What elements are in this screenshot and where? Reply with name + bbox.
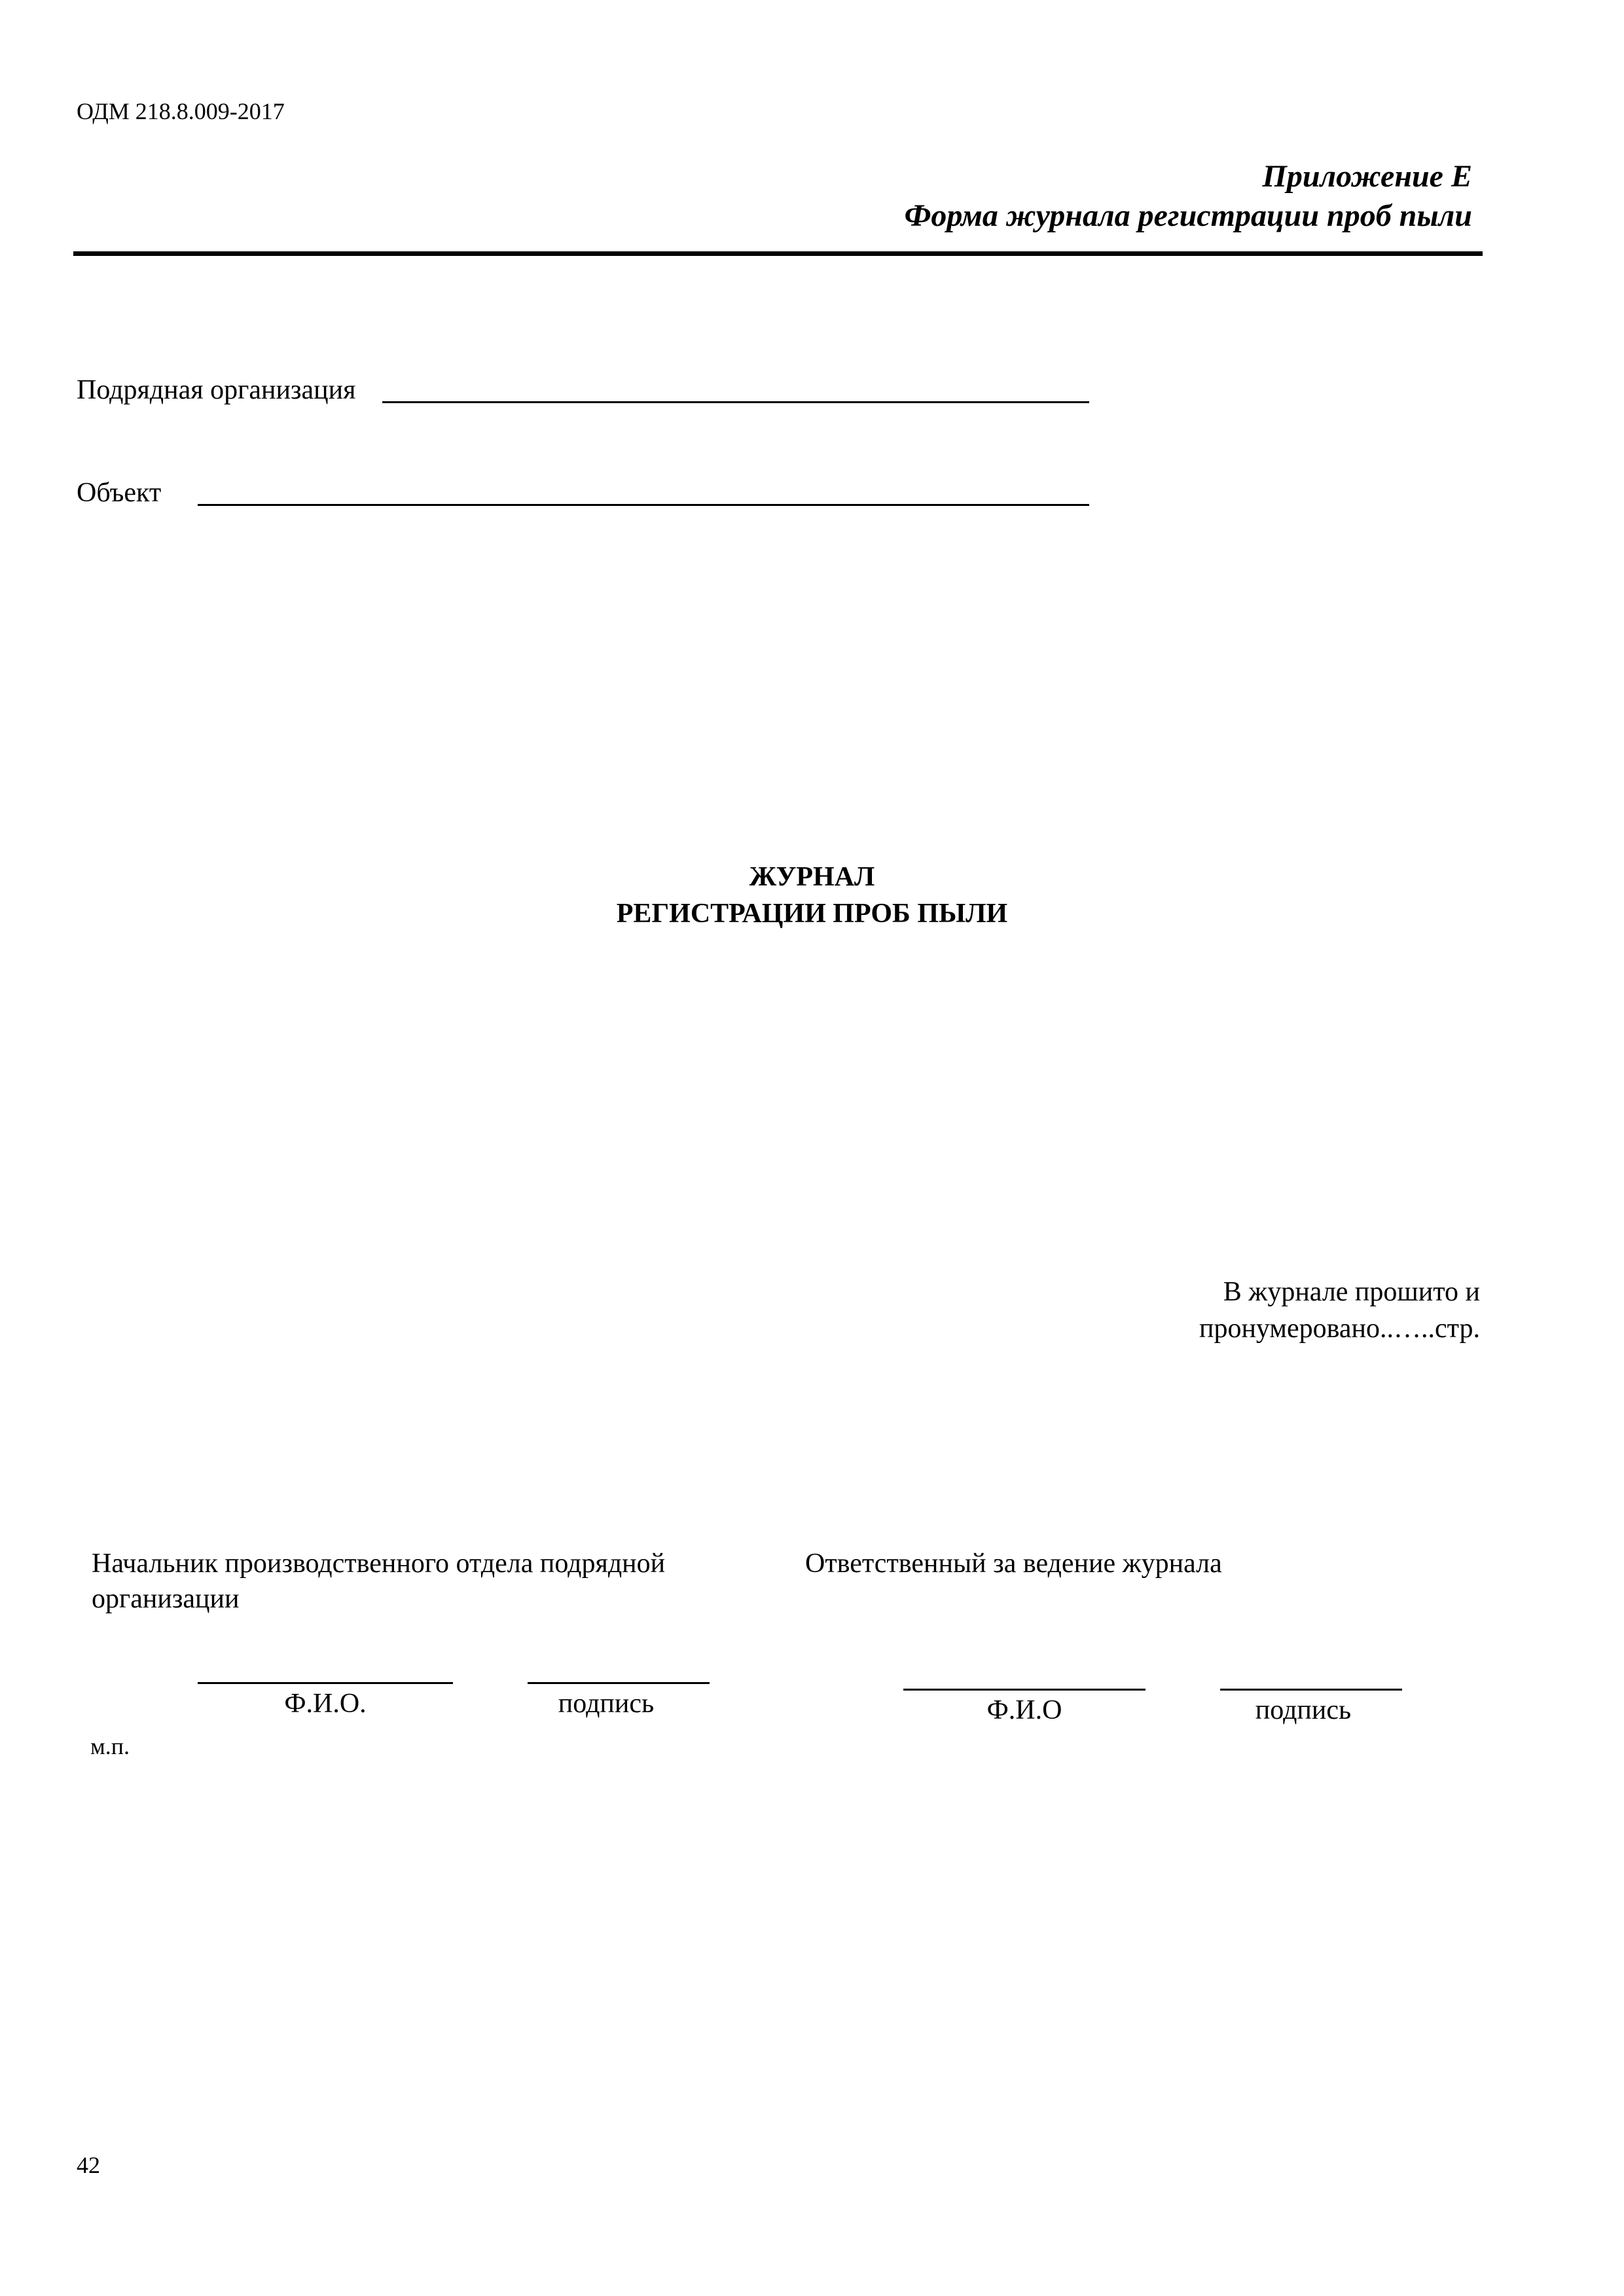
left-name-line[interactable] (198, 1682, 453, 1684)
left-signatory-heading-line-1: Начальник производственного отдела подрядной (92, 1549, 666, 1579)
appendix-title: Приложение Е (1262, 159, 1472, 194)
page-number: 42 (77, 2152, 100, 2178)
object-field-label: Объект (77, 478, 162, 508)
right-signature-caption: подпись (1255, 1695, 1352, 1725)
binding-note-line-1: В журнале прошито и (1223, 1277, 1480, 1307)
journal-title (0, 859, 1624, 932)
right-signatory-heading: Ответственный за ведение журнала (805, 1549, 1222, 1579)
header-divider (73, 251, 1483, 256)
left-signature-caption: подпись (558, 1689, 655, 1719)
right-name-caption: Ф.И.О (986, 1695, 1062, 1725)
appendix-heading (905, 157, 1472, 236)
document-code: ОДМ 218.8.009-2017 (77, 98, 285, 124)
contractor-field-line[interactable] (382, 401, 1089, 403)
appendix-subtitle: Форма журнала регистрации проб пыли (904, 198, 1472, 233)
left-name-caption: Ф.И.О. (284, 1689, 367, 1719)
binding-note-line-2: пронумеровано..…..стр. (1199, 1314, 1480, 1344)
left-signatory-heading-line-2: организации (92, 1584, 240, 1614)
journal-title-line-2: РЕГИСТРАЦИИ ПРОБ ПЫЛИ (616, 899, 1008, 929)
stamp-label: м.п. (90, 1733, 130, 1759)
left-signature-line[interactable] (528, 1682, 710, 1684)
right-signature-line[interactable] (1220, 1689, 1402, 1691)
left-signatory-heading (92, 1546, 779, 1617)
binding-note (1199, 1274, 1480, 1347)
right-name-line[interactable] (903, 1689, 1146, 1691)
contractor-field-label: Подрядная организация (77, 375, 356, 405)
journal-title-line-1: ЖУРНАЛ (749, 862, 875, 892)
object-field-line[interactable] (198, 504, 1089, 506)
